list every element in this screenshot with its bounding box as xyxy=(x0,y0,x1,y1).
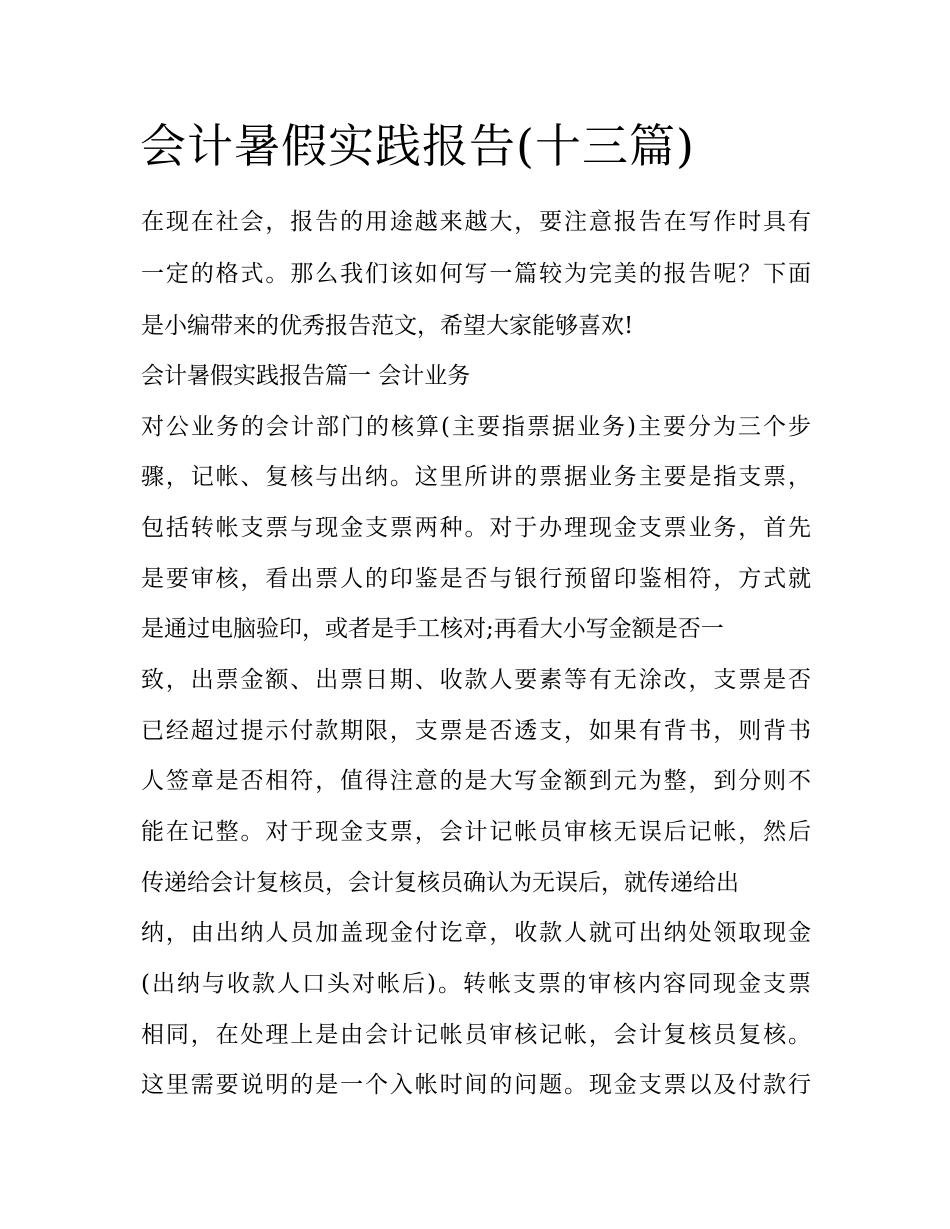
body-line: 人签章是否相符，值得注意的是大写金额到元为整，到分则不 xyxy=(141,768,811,794)
body-line: 这里需要说明的是一个入帐时间的问题。现金支票以及付款行 xyxy=(141,1072,811,1098)
body-line: 传递给会计复核员，会计复核员确认为无误后，就传递给出 xyxy=(141,870,739,896)
body-line: 是要审核，看出票人的印鉴是否与银行预留印鉴相符，方式就 xyxy=(141,566,811,592)
intro-line: 在现在社会，报告的用途越来越大，要注意报告在写作时具有 xyxy=(141,209,811,235)
body-line: 骤，记帐、复核与出纳。这里所讲的票据业务主要是指支票， xyxy=(141,464,811,490)
body-line: 是通过电脑验印，或者是手工核对;再看大小写金额是否一 xyxy=(141,616,724,642)
body-line: 相同，在处理上是由会计记帐员审核记帐，会计复核员复核。 xyxy=(141,1022,811,1048)
body-line: (出纳与收款人口头对帐后)。转帐支票的审核内容同现金支票 xyxy=(141,971,811,997)
body-line: 已经超过提示付款期限，支票是否透支，如果有背书，则背书 xyxy=(141,718,811,744)
section-heading: 会计暑假实践报告篇一 会计业务 xyxy=(141,363,471,389)
body-line: 能在记整。对于现金支票，会计记帐员审核无误后记帐，然后 xyxy=(141,819,811,845)
body-line: 对公业务的会计部门的核算(主要指票据业务)主要分为三个步 xyxy=(141,414,811,440)
body-line: 纳，由出纳人员加盖现金付讫章，收款人就可出纳处领取现金 xyxy=(141,920,811,946)
intro-line: 是小编带来的优秀报告范文，希望大家能够喜欢! xyxy=(141,313,634,339)
body-line: 致，出票金额、出票日期、收款人要素等有无涂改，支票是否 xyxy=(141,667,811,693)
intro-line: 一定的格式。那么我们该如何写一篇较为完美的报告呢？下面 xyxy=(141,261,811,287)
body-line: 包括转帐支票与现金支票两种。对于办理现金支票业务，首先 xyxy=(141,515,811,541)
document-title: 会计暑假实践报告(十三篇) xyxy=(140,119,695,173)
